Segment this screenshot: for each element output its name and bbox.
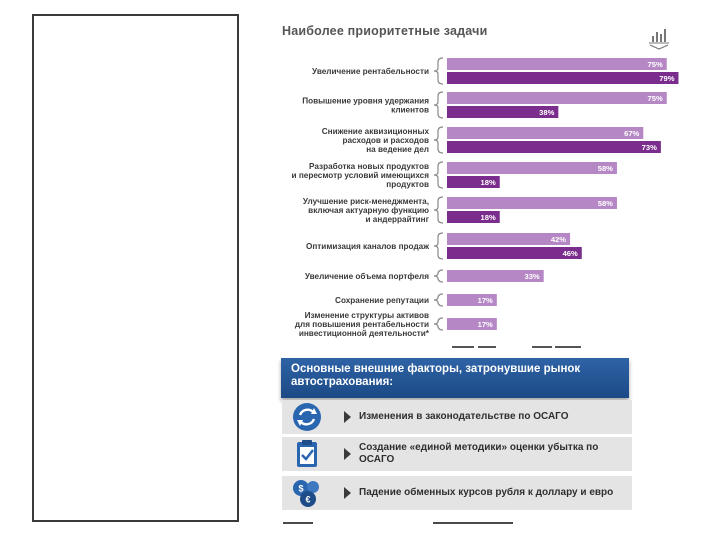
bar — [447, 58, 667, 70]
category-label: Улучшение риск-менеджмента, — [302, 197, 429, 206]
category-label: Оптимизация каналов продаж — [305, 242, 429, 251]
category-label: Сохранение репутации — [335, 296, 429, 305]
category-label: Снижение аквизиционных — [321, 127, 429, 136]
category-label: на ведение дел — [366, 145, 429, 154]
category-label: Разработка новых продуктов — [309, 162, 429, 171]
bar — [447, 72, 678, 84]
data-label: 58% — [597, 199, 613, 208]
chart-title: Наиболее приоритетные задачи — [282, 24, 488, 38]
factor-row-methodology — [282, 437, 632, 471]
legend-marker — [478, 346, 496, 348]
data-label: 75% — [647, 60, 663, 69]
data-label: 33% — [524, 272, 540, 281]
factor-row-currency — [282, 476, 632, 510]
category-label: для повышения рентабельности — [294, 320, 429, 329]
category-label: и андеррайтинг — [365, 215, 429, 224]
data-label: 18% — [480, 213, 496, 222]
bar — [447, 127, 643, 139]
svg-text:$: $ — [298, 483, 304, 494]
refresh-arrows-icon — [290, 401, 324, 433]
data-label: 17% — [477, 296, 493, 305]
legend-marker — [532, 346, 552, 348]
chevron-right-icon — [344, 411, 351, 423]
factor-row-legislation — [282, 400, 632, 434]
brace — [434, 294, 443, 306]
data-label: 46% — [562, 249, 578, 258]
category-label: клиентов — [391, 105, 429, 115]
category-label: Увеличение объема портфеля — [304, 272, 429, 281]
data-label: 75% — [647, 94, 663, 103]
currency-coins-icon — [290, 477, 324, 509]
category-label: расходов и расходов — [342, 136, 429, 145]
bar — [447, 92, 667, 104]
bar — [447, 247, 582, 259]
brace — [434, 127, 443, 153]
legend-marker — [555, 346, 581, 348]
chevron-right-icon — [344, 448, 351, 460]
factor-text: Создание «единой методики» оценки убытка по ОСАГО — [359, 442, 599, 465]
data-label: 38% — [539, 108, 555, 117]
clipboard-check-icon — [290, 438, 324, 470]
bar — [447, 197, 617, 209]
brace — [434, 58, 443, 84]
category-label: Увеличение рентабельности — [312, 67, 429, 76]
data-label: 42% — [550, 235, 567, 244]
category-label: Повышение уровня удержания — [302, 96, 429, 106]
data-label: 18% — [480, 178, 496, 187]
factor-text: Падение обменных курсов рубля к доллару и евро — [359, 487, 614, 498]
data-label: 67% — [624, 129, 640, 138]
brace — [434, 270, 443, 282]
factor-text: Изменения в законодательстве по ОСАГО — [359, 411, 569, 422]
brace — [434, 92, 443, 118]
category-label: инвестиционной деятельности* — [298, 329, 429, 338]
data-label: 79% — [659, 74, 675, 83]
bar — [447, 141, 661, 153]
footnote-line — [283, 522, 543, 524]
data-label: 73% — [641, 143, 657, 152]
factors-header: Основные внешние факторы, затронувшие рынок автострахования: — [281, 358, 629, 398]
data-label: 17% — [477, 320, 493, 329]
chevron-right-icon — [344, 487, 351, 499]
category-label: и пересмотр условий имеющихся — [291, 171, 429, 180]
category-label: Изменение структуры активов — [304, 311, 429, 320]
category-label: включая актуарную функцию — [308, 206, 429, 215]
brace — [434, 318, 443, 330]
legend-marker — [452, 346, 474, 348]
category-label: продуктов — [386, 180, 429, 189]
brace — [434, 197, 443, 223]
bar — [447, 162, 617, 174]
data-label: 58% — [597, 164, 613, 173]
brace — [434, 233, 443, 259]
brace — [434, 162, 443, 188]
svg-text:€: € — [305, 494, 311, 505]
